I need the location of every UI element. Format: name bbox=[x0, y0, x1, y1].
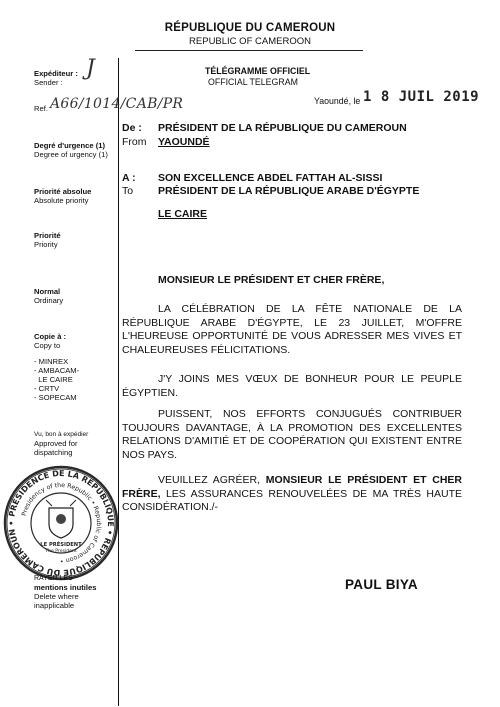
seal-inner-text: Presidency of the Republic • Republic of Cameroon • bbox=[20, 481, 103, 565]
paragraph-4 bbox=[122, 474, 462, 515]
ref-label: Ref. bbox=[34, 104, 48, 113]
sidebar-divider bbox=[118, 58, 119, 706]
normal-block bbox=[34, 287, 63, 305]
paragraph-1: LA CÉLÉBRATION DE LA FÊTE NATIONALE DE LA RÉPUBLIQUE ARABE D'ÉGYPTE, LE 23 JUILLET, M'OFFRE L'HEUREUSE OPPORTUNITÉ DE VOUS ADRESSER MES VIVES ET CHALEUREUSES FÉLICITATIONS. bbox=[122, 303, 462, 356]
mentions-en-2: inapplicable bbox=[34, 601, 75, 610]
mentions-fr-2: mentions inutiles bbox=[34, 583, 97, 592]
copy-list bbox=[34, 357, 79, 402]
urgency-label-en: Degree of urgency (1) bbox=[34, 150, 108, 159]
sender-label-fr: Expéditeur : bbox=[34, 69, 78, 78]
to-label-fr: A : bbox=[122, 172, 136, 184]
copy-to-fr: Copie à : bbox=[34, 332, 67, 341]
absolute-priority-fr: Priorité absolue bbox=[34, 187, 92, 196]
copy-item: - SOPECAM bbox=[34, 393, 77, 402]
from-line-1: PRÉSIDENT DE LA RÉPUBLIQUE DU CAMEROUN bbox=[158, 122, 407, 134]
priority-fr: Priorité bbox=[34, 231, 61, 240]
to-city: LE CAIRE bbox=[158, 208, 208, 220]
sender-label-en: Sender : bbox=[34, 78, 63, 87]
salutation: MONSIEUR LE PRÉSIDENT ET CHER FRÈRE, bbox=[158, 274, 385, 286]
telegram-title-en: OFFICIAL TELEGRAM bbox=[208, 77, 298, 87]
from-line-2: YAOUNDÉ bbox=[158, 136, 210, 148]
priority-en: Priority bbox=[34, 240, 58, 249]
dispatch-fr: Vu, bon à expédier bbox=[34, 431, 89, 438]
mentions-block bbox=[34, 574, 96, 610]
from-label-fr: De : bbox=[122, 122, 142, 134]
priority-block bbox=[34, 231, 61, 249]
dispatch-block bbox=[34, 430, 88, 457]
to-line-2: PRÉSIDENT DE LA RÉPUBLIQUE ARABE D'ÉGYPTE bbox=[158, 185, 420, 197]
paragraph-2: J'Y JOINS MES VŒUX DE BONHEUR POUR LE PEUPLE ÉGYPTIEN. bbox=[122, 373, 462, 399]
date-label: Yaoundé, le bbox=[314, 96, 361, 106]
presidential-seal bbox=[2, 464, 120, 582]
copy-item: - AMBACAM- bbox=[34, 366, 80, 375]
ref-handwritten-value: A66/1014/CAB/PR bbox=[50, 96, 184, 112]
to-line-1: SON EXCELLENCE ABDEL FATTAH AL-SISSI bbox=[158, 172, 383, 184]
seal-center-en: The President bbox=[45, 549, 77, 554]
telegram-title-fr: TÉLÉGRAMME OFFICIEL bbox=[205, 66, 311, 76]
sender-block bbox=[34, 69, 78, 87]
absolute-priority-en: Absolute priority bbox=[34, 196, 89, 205]
normal-fr: Normal bbox=[34, 287, 61, 296]
to-label-en: To bbox=[122, 185, 134, 197]
sender-handwritten-initial: J bbox=[86, 56, 95, 81]
seal-outer-text: PRÉSIDENCE DE LA RÉPUBLIQUE • RÉPUBLIQUE DU CAMEROUN • bbox=[6, 468, 116, 578]
coat-of-arms-icon bbox=[46, 500, 76, 538]
absolute-priority-block bbox=[34, 187, 91, 205]
closing-intro: VEUILLEZ AGRÉER, bbox=[158, 474, 261, 486]
copy-item: - CRTV bbox=[34, 384, 60, 393]
closing-formula: LES ASSURANCES RENOUVELÉES DE MA TRÈS HAUTE CONSIDÉRATION./- bbox=[122, 487, 462, 514]
normal-en: Ordinary bbox=[34, 296, 64, 305]
from-label-en: From bbox=[122, 136, 147, 148]
copy-item: LE CAIRE bbox=[34, 375, 73, 384]
urgency-label-fr: Degré d'urgence (1) bbox=[34, 141, 106, 150]
date-stamp: 1 8 JUIL 2019 bbox=[363, 89, 480, 105]
dispatch-en-1: Approved for bbox=[34, 439, 78, 448]
mentions-fr-1: RAYER LES bbox=[34, 575, 73, 582]
signature-name: PAUL BIYA bbox=[345, 577, 418, 592]
republic-title-en: REPUBLIC OF CAMEROON bbox=[189, 36, 311, 47]
dispatch-en-2: dispatching bbox=[34, 448, 73, 457]
copy-to-en: Copy to bbox=[34, 341, 61, 350]
copy-to-block bbox=[34, 332, 66, 350]
republic-title-fr: RÉPUBLIQUE DU CAMEROUN bbox=[164, 22, 336, 34]
paragraph-3: PUISSENT, NOS EFFORTS CONJUGUÉS CONTRIBUER TOUJOURS DAVANTAGE, À LA PROMOTION DES EXCELLENTES RELATIONS D'AMITIÉ ET DE COOPÉRATION QUI EXISTENT ENTRE NOS PAYS. bbox=[122, 408, 462, 461]
header-rule bbox=[135, 50, 363, 51]
mentions-en-1: Delete where bbox=[34, 592, 79, 601]
urgency-block bbox=[34, 141, 108, 159]
seal-center-fr: LE PRÉSIDENT bbox=[40, 542, 82, 548]
closing-address: MONSIEUR LE PRÉSIDENT ET CHER FRÈRE, bbox=[122, 474, 463, 500]
copy-item: - MINREX bbox=[34, 357, 69, 366]
